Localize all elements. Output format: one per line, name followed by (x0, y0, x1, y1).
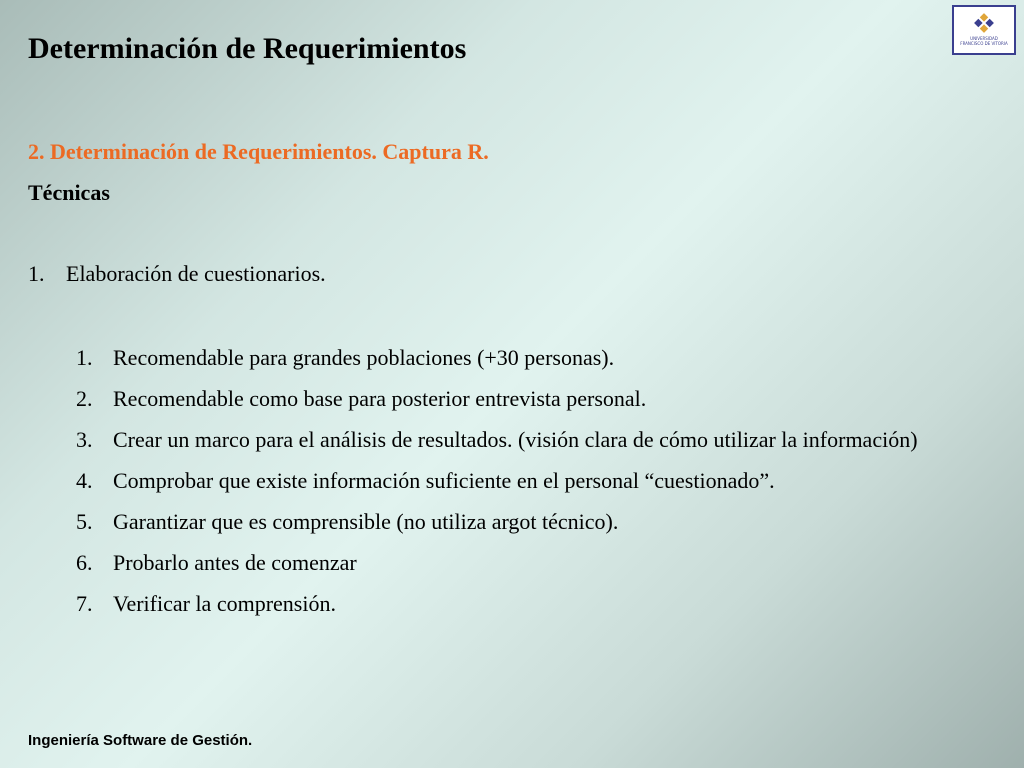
list-item-number: 6. (76, 550, 93, 575)
list-item-text: Verificar la comprensión. (113, 591, 336, 616)
logo-text-line2: FRANCISCO DE VITORIA (960, 41, 1008, 46)
logo-text-line1: UNIVERSIDAD (970, 36, 998, 41)
list-item-number: 1. (76, 345, 93, 370)
list-item-text: Crear un marco para el análisis de resultados. (visión clara de cómo utilizar la información) (113, 427, 918, 452)
list-item-text: Comprobar que existe información suficiente en el personal “cuestionado”. (113, 468, 775, 493)
list-item (76, 384, 996, 414)
list-item (76, 425, 996, 455)
list-item-text: Garantizar que es comprensible (no utiliza argot técnico). (113, 509, 619, 534)
list-item (76, 507, 996, 537)
list-item-number: 4. (76, 468, 93, 493)
footer-text: Ingeniería Software de Gestión. (28, 732, 253, 749)
list-item-number: 7. (76, 591, 93, 616)
main-list-item (28, 261, 326, 287)
list-item (76, 548, 996, 578)
university-logo (952, 5, 1016, 55)
list-item (76, 343, 996, 373)
list-item-text: Recomendable para grandes poblaciones (+30 personas). (113, 345, 615, 370)
list-item-number: 5. (76, 509, 93, 534)
list-item-number: 2. (76, 386, 93, 411)
sub-heading: Técnicas (28, 180, 110, 205)
list-item-number: 3. (76, 427, 93, 452)
main-item-text: Elaboración de cuestionarios. (66, 261, 326, 286)
university-logo-icon (971, 10, 997, 36)
section-heading: 2. Determinación de Requerimientos. Captura R. (28, 139, 489, 164)
sub-list (76, 343, 996, 630)
list-item (76, 589, 996, 619)
list-item (76, 466, 996, 496)
list-item-text: Recomendable como base para posterior entrevista personal. (113, 386, 647, 411)
slide-title: Determinación de Requerimientos (28, 32, 467, 65)
list-item-text: Probarlo antes de comenzar (113, 550, 357, 575)
main-item-number: 1. (28, 261, 45, 286)
